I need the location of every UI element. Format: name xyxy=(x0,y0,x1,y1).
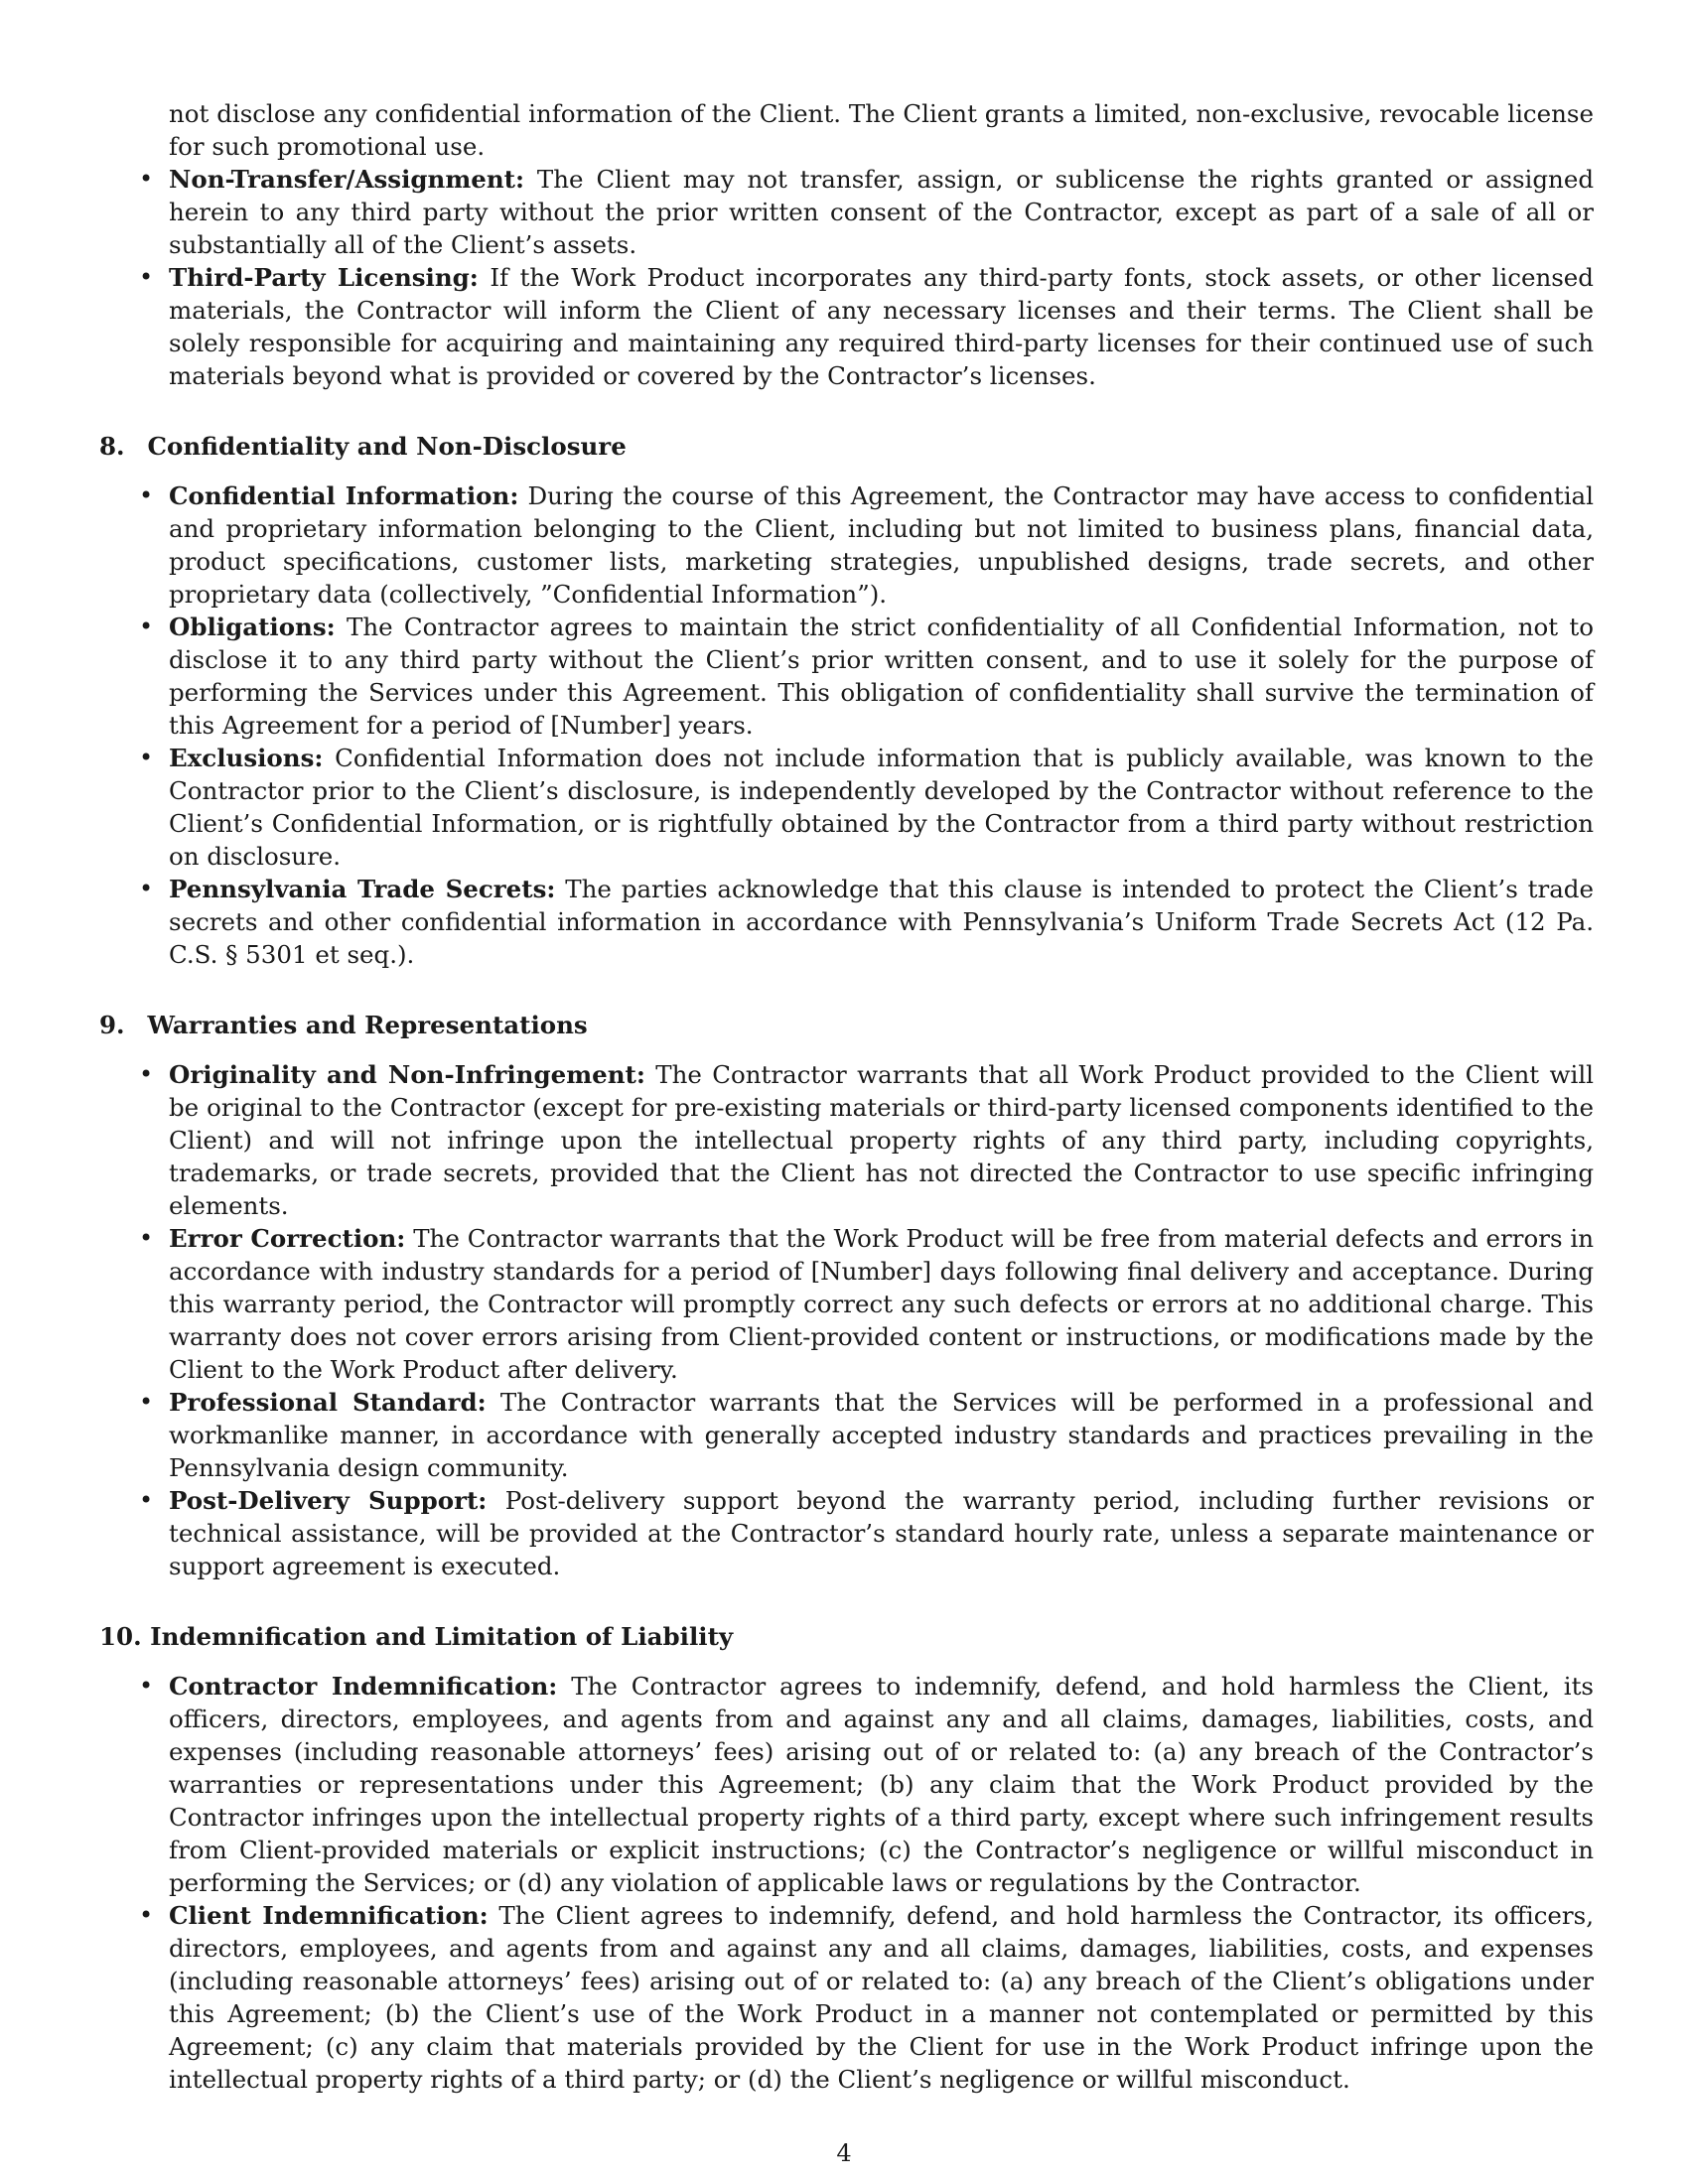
item-term: Confidential Information: xyxy=(169,481,519,510)
list-item xyxy=(99,1386,1594,1484)
section-confidentiality xyxy=(99,430,1594,971)
item-text: Post-delivery support beyond the warranty period, including further revisions or technical assistance, will be provided at the Contractor’s standard hourly rate, unless a separate maintenance or support agreement is executed. xyxy=(169,1486,1594,1580)
item-term: Non-Transfer/Assignment: xyxy=(169,165,525,194)
item-term: Error Correction: xyxy=(169,1224,406,1253)
bullet-icon: • xyxy=(139,1388,154,1416)
list-item xyxy=(99,479,1594,611)
section-heading xyxy=(99,1620,1594,1653)
bullet-icon: • xyxy=(139,1224,154,1252)
bullet-icon: • xyxy=(139,165,154,193)
item-text: The Contractor warrants that the Services will be performed in a professional and workmanlike manner, in accordance with generally accepted industry standards and practices prevailing in the Pennsylvania design community. xyxy=(169,1388,1594,1482)
item-text: The Contractor warrants that the Work Product will be free from material defects and errors in accordance with industry standards for a period of [Number] days following final delivery and acceptance. During this warranty period, the Contractor will promptly correct any such defects or errors at no additional charge. This warranty does not cover errors arising from Client-provided content or instructions, or modifications made by the Client to the Work Product after delivery. xyxy=(169,1224,1594,1384)
item-text: The Contractor warrants that all Work Product provided to the Client will be original to the Contractor (except for pre-existing materials or third-party licensed components identified to the Client) and will not infringe upon the intellectual property rights of any third party, including copyrights, trademarks, or trade secrets, provided that the Client has not directed the Contractor to use specific infringing elements. xyxy=(169,1060,1594,1220)
item-term: Pennsylvania Trade Secrets: xyxy=(169,875,556,903)
section-list xyxy=(99,479,1594,971)
section-number: 8. xyxy=(99,432,125,461)
item-text: The Client may not transfer, assign, or sublicense the rights granted or assigned herein to any third party without the prior written consent of the Contractor, except as part of a sale of all or substantially all of the Client’s assets. xyxy=(169,165,1594,259)
section-number: 9. xyxy=(99,1011,125,1039)
item-text: If the Work Product incorporates any third-party fonts, stock assets, or other licensed materials, the Contractor will inform the Client of any necessary licenses and their terms. The Client shall be solely responsible for acquiring and maintaining any required third-party licenses for their continued use of such materials beyond what is provided or covered by the Contractor’s licenses. xyxy=(169,263,1594,390)
item-term: Client Indemnification: xyxy=(169,1901,489,1930)
item-text: Confidential Information does not include information that is publicly available, was known to the Contractor prior to the Client’s disclosure, is independently developed by the Contractor without reference to the Client’s Confidential Information, or is rightfully obtained by the Contractor from a third party without restriction on disclosure. xyxy=(169,744,1594,871)
section-title: Warranties and Representations xyxy=(147,1011,588,1039)
bullet-icon: • xyxy=(139,613,154,640)
bullet-icon: • xyxy=(139,1060,154,1088)
list-item xyxy=(99,1058,1594,1222)
bullet-icon: • xyxy=(139,1901,154,1929)
item-term: Originality and Non-Infringement: xyxy=(169,1060,645,1089)
bullet-icon: • xyxy=(139,875,154,902)
page-number: 4 xyxy=(836,2139,852,2167)
item-term: Third-Party Licensing: xyxy=(169,263,479,292)
section-title: Indemnification and Limitation of Liability xyxy=(150,1622,734,1651)
item-text: The parties acknowledge that this clause is intended to protect the Client’s trade secrets and other confidential information in accordance with Pennsylvania’s Uniform Trade Secrets Act (12 Pa. C.S. § 5301 et seq.). xyxy=(169,875,1594,969)
intro-list xyxy=(99,97,1594,392)
section-number: 10. xyxy=(99,1622,142,1651)
section-heading xyxy=(99,1009,1594,1041)
list-item xyxy=(99,97,1594,163)
item-text: not disclose any confidential information of the Client. The Client grants a limited, non-exclusive, revocable license for such promotional use. xyxy=(169,99,1594,161)
item-term: Post-Delivery Support: xyxy=(169,1486,488,1515)
bullet-icon: • xyxy=(139,263,154,291)
section-list xyxy=(99,1670,1594,2096)
item-text: The Contractor agrees to maintain the strict confidentiality of all Confidential Information, not to disclose it to any third party without the Client’s prior written consent, and to use it solely for the purpose of performing the Services under this Agreement. This obligation of confidentiality shall survive the termination of this Agreement for a period of [Number] years. xyxy=(169,613,1594,740)
list-item xyxy=(99,1670,1594,1899)
bullet-icon: • xyxy=(139,744,154,771)
list-item xyxy=(99,1222,1594,1386)
bullet-icon: • xyxy=(139,1486,154,1514)
section-indemnification xyxy=(99,1620,1594,2096)
item-term: Obligations: xyxy=(169,613,336,641)
list-item xyxy=(99,163,1594,261)
list-item xyxy=(99,261,1594,392)
list-item xyxy=(99,611,1594,742)
item-text: The Client agrees to indemnify, defend, and hold harmless the Contractor, its officers, directors, employees, and agents from and against any and all claims, damages, liabilities, costs, and expenses (including reasonable attorneys’ fees) arising out of or related to: (a) any breach of the Client’s obligations under this Agreement; (b) the Client’s use of the Work Product in a manner not contemplated or permitted by this Agreement; (c) any claim that materials provided by the Client for use in the Work Product infringe upon the intellectual property rights of a third party; or (d) the Client’s negligence or willful misconduct. xyxy=(169,1901,1595,2094)
list-item xyxy=(99,1899,1594,2096)
bullet-icon: • xyxy=(139,481,154,509)
section-list xyxy=(99,1058,1594,1582)
item-term: Exclusions: xyxy=(169,744,324,772)
section-heading xyxy=(99,430,1594,463)
list-item xyxy=(99,873,1594,971)
item-text: During the course of this Agreement, the Contractor may have access to confidential and proprietary information belonging to the Client, including but not limited to business plans, financial data, product specifications, customer lists, marketing strategies, unpublished designs, trade secrets, and other proprietary data (collectively, ”Confidential Information”). xyxy=(169,481,1594,609)
list-item xyxy=(99,742,1594,873)
document-page xyxy=(99,0,1594,2096)
item-text: The Contractor agrees to indemnify, defend, and hold harmless the Client, its officers, directors, employees, and agents from and against any and all claims, damages, liabilities, costs, and expenses (including reasonable attorneys’ fees) arising out of or related to: (a) any breach of the Contractor’s warranties or representations under this Agreement; (b) any claim that the Work Product provided by the Contractor infringes upon the intellectual property rights of a third party, except where such infringement results from Client-provided materials or explicit instructions; (c) the Contractor’s negligence or willful misconduct in performing the Services; or (d) any violation of applicable laws or regulations by the Contractor. xyxy=(169,1672,1594,1897)
section-title: Confidentiality and Non-Disclosure xyxy=(147,432,627,461)
section-warranties xyxy=(99,1009,1594,1582)
item-term: Professional Standard: xyxy=(169,1388,487,1417)
item-term: Contractor Indemnification: xyxy=(169,1672,558,1701)
list-item xyxy=(99,1484,1594,1582)
bullet-icon: • xyxy=(139,1672,154,1700)
